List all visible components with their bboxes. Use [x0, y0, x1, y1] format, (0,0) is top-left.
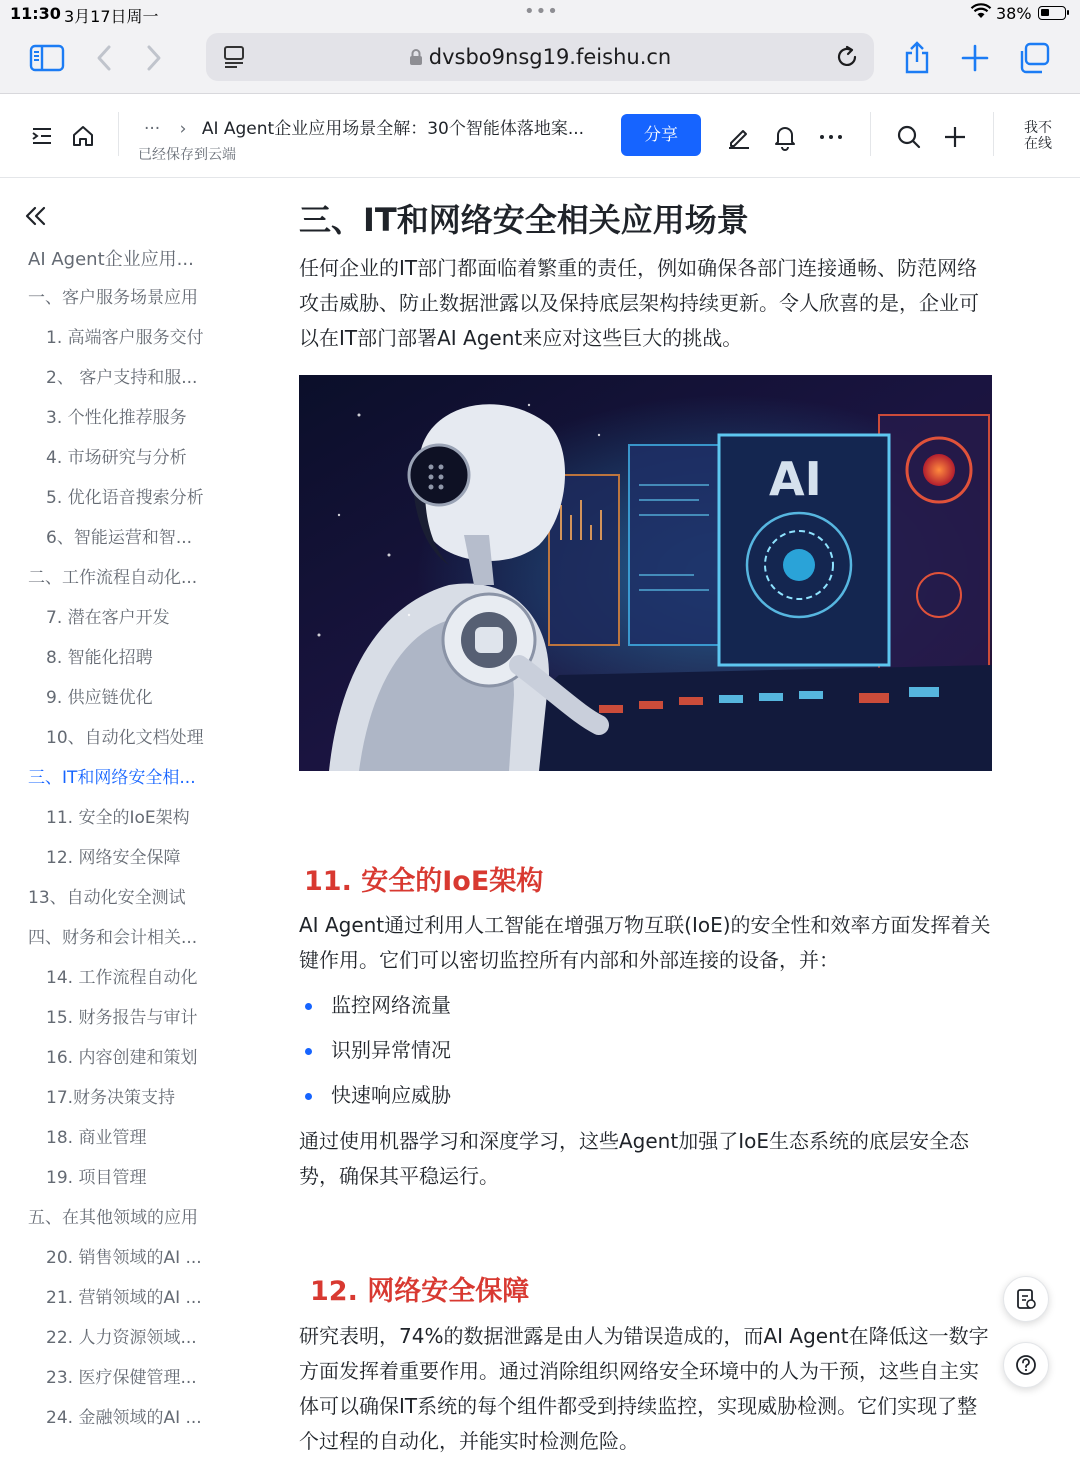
- outline-item[interactable]: 4. 市场研究与分析: [46, 448, 187, 468]
- forward-icon[interactable]: [134, 40, 174, 76]
- save-status: 已经保存到云端: [138, 147, 236, 163]
- breadcrumb[interactable]: [144, 114, 584, 139]
- outline-item[interactable]: 20. 销售领域的AI ...: [46, 1248, 202, 1268]
- outline-item[interactable]: 7. 潜在客户开发: [46, 608, 170, 628]
- subsection-11-outro: 通过使用机器学习和深度学习，这些Agent加强了IoE生态系统的底层安全态势，确保其平稳运行。: [299, 1129, 969, 1188]
- outline-item[interactable]: 21. 营销领域的AI ...: [46, 1288, 202, 1308]
- outline-sidebar: [0, 179, 260, 1440]
- bullet-list: [299, 987, 451, 1122]
- outline-item[interactable]: 8. 智能化招聘: [46, 648, 153, 668]
- outline-item[interactable]: 11. 安全的IoE架构: [46, 808, 190, 828]
- outline-item[interactable]: 16. 内容创建和策划: [46, 1048, 198, 1068]
- subsection-12-intro: 研究表明，74%的数据泄露是由人为错误造成的，而AI Agent在降低这一数字方面发挥着重要作用。通过消除组织网络安全环境中的人为干预，这些自主实体可以确保IT系统的每个组件都受到持续监控，实现威胁检测。它们实现了整个过程的自动化，并能实时检测危险。: [299, 1324, 989, 1453]
- breadcrumb-more[interactable]: ···: [144, 119, 161, 139]
- clock: 11:30: [10, 4, 61, 23]
- header-divider: [870, 112, 871, 156]
- outline-item[interactable]: 三、IT和网络安全相...: [28, 768, 196, 788]
- battery-percent: 38%: [996, 4, 1032, 23]
- online-status[interactable]: 我不在线: [1024, 120, 1052, 152]
- outline-item[interactable]: 五、在其他领域的应用: [28, 1208, 198, 1228]
- multitasking-dots-icon[interactable]: •••: [524, 1, 559, 22]
- document-header: [0, 94, 1080, 178]
- tab-overview-icon[interactable]: [1014, 40, 1054, 76]
- outline-item[interactable]: 5. 优化语音搜索分析: [46, 488, 204, 508]
- outline-item[interactable]: 15. 财务报告与审计: [46, 1008, 198, 1028]
- outline-item[interactable]: 2、 客户支持和服...: [46, 368, 198, 388]
- url-text: [206, 45, 874, 69]
- document-body: [299, 179, 999, 1453]
- share-button[interactable]: 分享: [621, 114, 701, 156]
- outline-item[interactable]: 24. 金融领域的AI ...: [46, 1408, 202, 1428]
- breadcrumb-title[interactable]: AI Agent企业应用场景全解：30个智能体落地案...: [201, 119, 585, 139]
- chevron-right-icon: ›: [179, 119, 187, 139]
- reload-icon[interactable]: [834, 44, 860, 74]
- collapse-sidebar-icon[interactable]: [24, 205, 48, 231]
- subsection-heading-12: 12. 网络安全保障: [310, 1276, 530, 1307]
- outline-item[interactable]: 14. 工作流程自动化: [46, 968, 198, 988]
- status-bar: [0, 0, 1080, 28]
- svg-text:AI: AI: [769, 452, 822, 506]
- url-value: dvsbo9nsg19.feishu.cn: [428, 45, 672, 69]
- home-icon[interactable]: [71, 124, 95, 148]
- robot-illustration-image[interactable]: [299, 375, 992, 771]
- outline-item[interactable]: 23. 医疗保健管理...: [46, 1368, 197, 1388]
- outline-item[interactable]: 13、自动化安全测试: [28, 888, 186, 908]
- bullet-item: 监控网络流量: [299, 987, 451, 1032]
- date: 3月17日周一: [64, 7, 159, 26]
- outline-item[interactable]: 18. 商业管理: [46, 1128, 147, 1148]
- share-sheet-icon[interactable]: [897, 40, 937, 76]
- wifi-icon: [970, 3, 992, 23]
- sidebar-toggle-icon[interactable]: [27, 40, 67, 76]
- edit-pen-icon[interactable]: [726, 124, 752, 150]
- outline-list: [0, 281, 260, 1441]
- outline-item[interactable]: 9. 供应链优化: [46, 688, 153, 708]
- subsection-11-intro: AI Agent通过利用人工智能在增强万物互联(IoE)的安全性和效率方面发挥着关键作用。它们可以密切监控所有内部和外部连接的设备，并：: [299, 913, 991, 972]
- more-options-icon[interactable]: [818, 124, 844, 150]
- section-intro: 任何企业的IT部门都面临着繁重的责任，例如确保各部门连接通畅、防范网络攻击威胁、防止数据泄露以及保持底层架构持续更新。令人欣喜的是，企业可以在IT部门部署AI Agent来应对这些巨大的挑战。: [299, 256, 979, 350]
- help-icon[interactable]: [1003, 1342, 1049, 1388]
- bullet-item: 识别异常情况: [299, 1032, 451, 1077]
- outline-item[interactable]: 一、客户服务场景应用: [28, 288, 198, 308]
- outline-toggle-icon[interactable]: [30, 124, 54, 148]
- outline-item[interactable]: 6、智能运营和智...: [46, 528, 193, 548]
- outline-item[interactable]: 10、自动化文档处理: [46, 728, 204, 748]
- bullet-item: 快速响应威胁: [299, 1077, 451, 1122]
- browser-toolbar: [0, 28, 1080, 94]
- outline-title[interactable]: AI Agent企业应用...: [28, 249, 194, 270]
- outline-item[interactable]: 17.财务决策支持: [46, 1088, 176, 1108]
- address-bar[interactable]: [206, 33, 874, 81]
- lock-icon: [409, 48, 423, 66]
- outline-item[interactable]: 1. 高端客户服务交付: [46, 328, 204, 348]
- outline-item[interactable]: 3. 个性化推荐服务: [46, 408, 187, 428]
- outline-item[interactable]: 二、工作流程自动化...: [28, 568, 198, 588]
- add-icon[interactable]: [942, 124, 968, 150]
- comments-float-icon[interactable]: [1003, 1276, 1049, 1322]
- search-icon[interactable]: [896, 124, 922, 150]
- header-divider: [993, 112, 994, 156]
- outline-item[interactable]: 12. 网络安全保障: [46, 848, 181, 868]
- outline-item[interactable]: 22. 人力资源领域...: [46, 1328, 197, 1348]
- back-icon[interactable]: [84, 40, 124, 76]
- notification-bell-icon[interactable]: [773, 124, 797, 150]
- new-tab-icon[interactable]: [955, 40, 995, 76]
- section-heading: 三、IT和网络安全相关应用场景: [299, 201, 749, 239]
- battery-icon: [1038, 6, 1066, 20]
- outline-item[interactable]: 四、财务和会计相关...: [28, 928, 198, 948]
- header-divider: [118, 112, 119, 156]
- outline-item[interactable]: 19. 项目管理: [46, 1168, 147, 1188]
- subsection-heading-11: 11. 安全的IoE架构: [304, 866, 544, 897]
